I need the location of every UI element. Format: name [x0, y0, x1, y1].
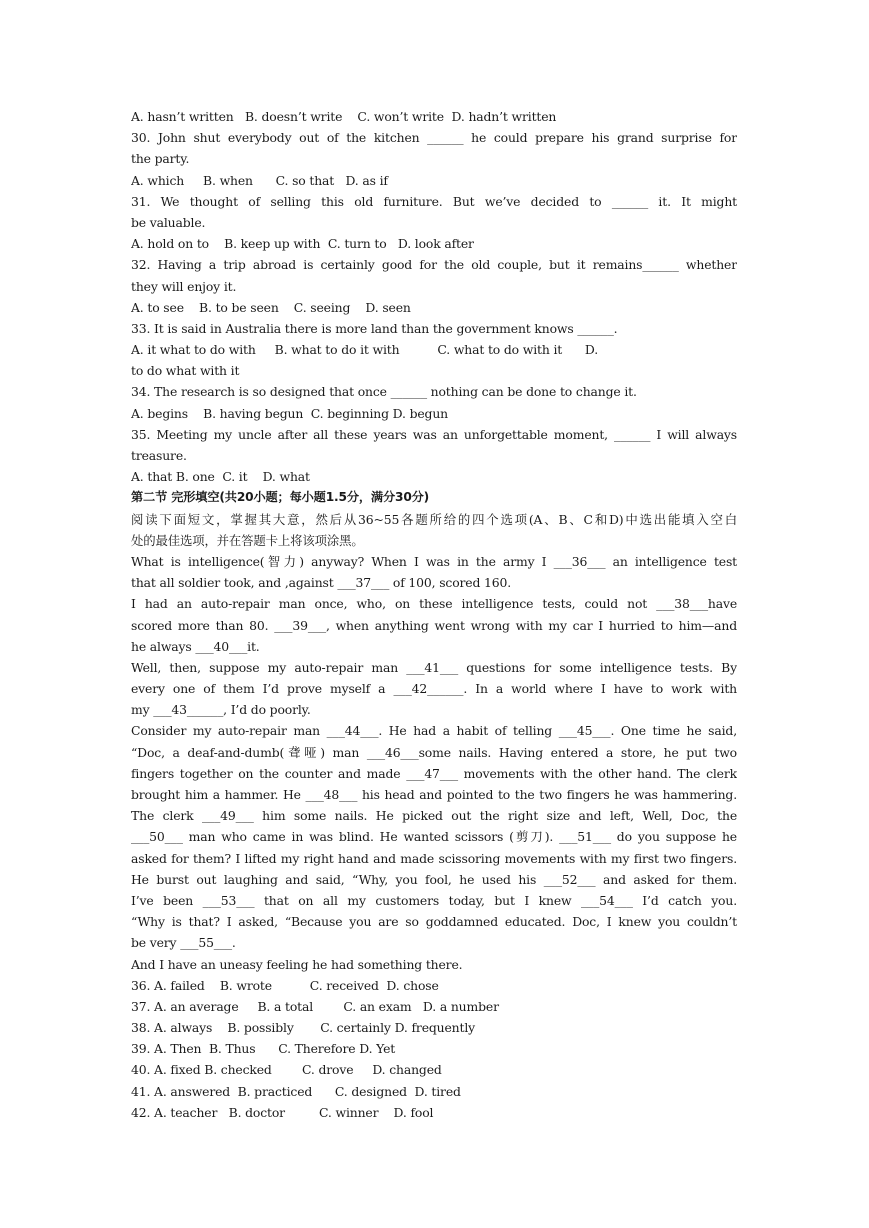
- passage-line: ___50___ man who came in was blind. He wanted scissors (剪刀). ___51___ do you suppose he: [131, 829, 737, 845]
- options-q36: 36. A. failed B. wrote C. received D. chose: [131, 977, 439, 993]
- options-q39: 39. A. Then B. Thus C. Therefore D. Yet: [131, 1041, 396, 1057]
- passage-line: What is intelligence(智力) anyway? When I was in the army I ___36___ an intelligence test: [131, 553, 737, 569]
- passage-line: “Why is that? I asked, “Because you are so goddamned educated. Doc, I knew you couldn’t: [131, 914, 737, 930]
- options-q35: A. that B. one C. it D. what: [131, 469, 310, 485]
- passage-line: Well, then, suppose my auto-repair man ___41___ questions for some intelligence tests. By: [131, 659, 737, 675]
- options-q31: A. hold on to B. keep up with C. turn to D. look after: [131, 236, 474, 252]
- passage-line: asked for them? I lifted my right hand and made scissoring movements with my first two fingers.: [131, 850, 737, 866]
- passage-line: my ___43______, I’d do poorly.: [131, 702, 311, 718]
- passage-line: scored more than 80. ___39___, when anything went wrong with my car I hurried to him—and: [131, 617, 737, 633]
- exam-text: [131, 106, 737, 1123]
- options-q38: 38. A. always B. possibly C. certainly D. frequently: [131, 1020, 475, 1036]
- question-32: 32. Having a trip abroad is certainly good for the old couple, but it remains______ whether: [131, 257, 737, 273]
- question-33: 33. It is said in Australia there is more land than the government knows ______.: [131, 320, 618, 336]
- options-q32: A. to see B. to be seen C. seeing D. seen: [131, 299, 411, 315]
- question-31-cont: be valuable.: [131, 214, 206, 230]
- passage-line: Consider my auto-repair man ___44___. He had a habit of telling ___45___. One time he said,: [131, 723, 737, 739]
- question-30: 30. John shut everybody out of the kitchen ______ he could prepare his grand surprise for: [131, 130, 737, 146]
- question-35: 35. Meeting my uncle after all these years was an unforgettable moment, ______ I will always: [131, 426, 737, 442]
- options-q29: A. hasn’t written B. doesn’t write C. won’t write D. hadn’t written: [131, 109, 557, 124]
- passage-line: brought him a hammer. He ___48___ his head and pointed to the two fingers he was hammering.: [131, 787, 737, 802]
- section-instructions-cont: 处的最佳选项，并在答题卡上将该项涂黑。: [131, 532, 364, 548]
- passage-line: He burst out laughing and said, “Why, you fool, he used his ___52___ and asked for them.: [131, 871, 737, 887]
- passage-line: every one of them I’d prove myself a ___42______. In a world where I have to work with: [131, 681, 737, 697]
- section-heading: 第二节 完形填空(共20小题；每小题1.5分，满分30分): [131, 490, 430, 505]
- passage-line: he always ___40___it.: [131, 638, 260, 654]
- question-35-cont: treasure.: [131, 448, 187, 463]
- question-31: 31. We thought of selling this old furniture. But we’ve decided to ______ it. It might: [131, 193, 737, 209]
- options-q30: A. which B. when C. so that D. as if: [131, 172, 388, 188]
- options-q42: 42. A. teacher B. doctor C. winner D. fool: [131, 1104, 434, 1120]
- question-30-cont: the party.: [131, 151, 190, 167]
- passage-line: I had an auto-repair man once, who, on these intelligence tests, could not ___38___have: [131, 596, 737, 612]
- passage-line: The clerk ___49___ him some nails. He picked out the right size and left, Well, Doc, the: [131, 808, 737, 824]
- passage-line: “Doc, a deaf-and-dumb(聋哑) man ___46___some nails. Having entered a store, he put two: [131, 744, 737, 760]
- passage-line: be very ___55___.: [131, 935, 236, 951]
- options-q33-cont: to do what with it: [131, 363, 240, 379]
- options-q41: 41. A. answered B. practiced C. designed D. tired: [131, 1083, 461, 1099]
- options-q40: 40. A. fixed B. checked C. drove D. changed: [131, 1062, 442, 1078]
- passage-line: that all soldier took, and ,against ___37___ of 100, scored 160.: [131, 575, 512, 591]
- options-q37: 37. A. an average B. a total C. an exam D. a number: [131, 998, 499, 1014]
- question-32-cont: they will enjoy it.: [131, 278, 237, 294]
- section-instructions: 阅读下面短文，掌握其大意，然后从36~55各题所给的四个选项(A、B、C和D)中选出能填入空白: [131, 511, 737, 527]
- options-q33: A. it what to do with B. what to do it with C. what to do with it D.: [131, 342, 598, 358]
- question-34: 34. The research is so designed that once ______ nothing can be done to change it.: [131, 384, 637, 400]
- passage-line: fingers together on the counter and made ___47___ movements with the other hand. The clerk: [131, 765, 737, 781]
- options-q34: A. begins B. having begun C. beginning D. begun: [131, 405, 448, 421]
- passage-line: I’ve been ___53___ that on all my customers today, but I knew ___54___ I’d catch you.: [131, 892, 737, 908]
- passage-line: And I have an uneasy feeling he had something there.: [131, 956, 463, 972]
